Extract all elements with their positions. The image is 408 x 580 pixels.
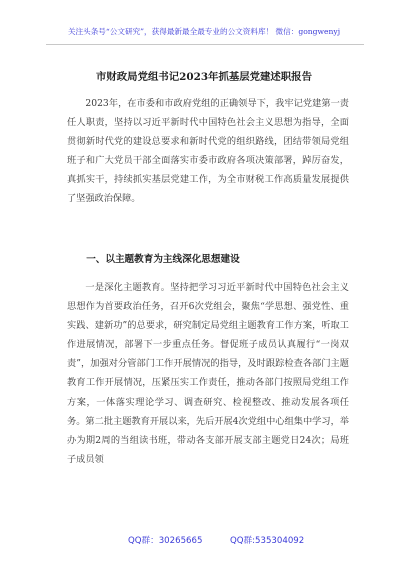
header-divider (46, 44, 364, 45)
header-banner: 关注头条号“公文研究”，获得最新最全最专业的公文资料库！ 微信：gongwenyj (67, 27, 341, 36)
intro-paragraph: 2023年，在市委和市政府党组的正确领导下，我牢记党建第一责任人职责，坚持以习近平新时代中国特色社会主义思想为指导，全面贯彻新时代党的建设总要求和新时代党的组织路线，团结带领局党组班子和广大党员干部全面落实市委市政府各项决策部署，踔厉奋发，真抓实干，持续抓实基层党建工作，为全市财税工作高质量发展提供了坚强政治保障。 (67, 98, 349, 205)
body-paragraph: 一是深化主题教育。坚持把学习习近平新时代中国特色社会主义思想作为首要政治任务，召开6次党组会，聚焦“学思想、强党性、重实践、建新功”的总要求，研究制定局党组主题教育工作方案，听取工作进展情况，部署下一步重点任务。督促班子成员认真履行“一岗双责”，加强对分管部门工作开展情况的指导，及时跟踪检查各部门主题教育工作开展情况，压紧压实工作责任，推动各部门按照局党组工作方案，一体落实理论学习、调查研究、检视整改、推动发展各项任务。第二批主题教育开展以来，先后开展4次党组中心组集中学习，举办为期2周的当组读书班，带动各支部开展支部主题党日24次；局班子成员领 (67, 282, 349, 465)
document-title: 市财政局党组书记2023年抓基层党建述职报告 (96, 71, 312, 83)
section-heading: 一、以主题教育为主线深化思想建设 (86, 254, 240, 265)
footer-qq-group-right: QQ群:535304092 (230, 536, 305, 546)
footer-qq-group-left: QQ群：30265665 (128, 536, 203, 546)
